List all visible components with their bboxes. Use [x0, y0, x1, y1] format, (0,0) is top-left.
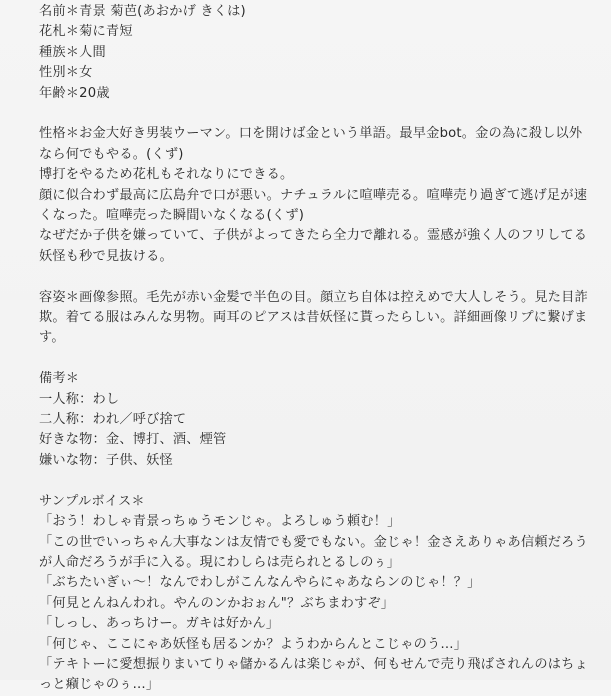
profile-document [39, 0, 599, 696]
card-line: 花札＊菊に青短 [39, 24, 133, 40]
personality-paragraph-3: 顔に似合わず最高に広島弁で口が悪い。ナチュラルに喧嘩売る。喧嘩売り過ぎて逃げ足が速くなった。喧嘩売った瞬間いなくなる(くず) [39, 187, 588, 224]
name-line: 名前＊青景 菊芭(あおかげ きくは) [39, 4, 246, 19]
likes-line: 好きな物：金、博打、酒、煙管 [39, 432, 227, 448]
voice-line: 「おう！わしゃ青景っちゅうモンじゃ。よろしゅう頼む！」 [39, 514, 401, 530]
voice-line: 「ぶちたいぎぃ〜！なんでわしがこんなんやらにゃあならンのじゃ！？」 [39, 575, 481, 591]
voice-line: 「何見とんねんわれ。やんのンかおぉん"？ぶちまわすぞ」 [39, 595, 395, 611]
voice-line: 「何じゃ、ここにゃあ妖怪も居るンか？ようわからんとこじゃのう…」 [39, 636, 468, 652]
appearance-paragraph: 容姿＊画像参照。毛先が赤い金髪で半色の目。顔立ち自体は控えめで大人しそう。見た目詐欺。着てる服はみんな男物。両耳のピアスは昔妖怪に貰ったらしい。詳細画像リプに繋げます。 [39, 289, 588, 346]
second-person-line: 二人称：われ／呼び捨て [39, 412, 187, 428]
race-line: 種族＊人間 [39, 44, 106, 60]
personality-paragraph-1: 性格＊お金大好き男装ウーマン。口を開けば金という単語。最早金bot。金の為に殺し以外なら何でもやる。(くず) [39, 126, 583, 162]
age-line: 年齢＊20歳 [39, 85, 110, 101]
sample-voice-heading: サンプルボイス＊ [39, 493, 145, 509]
first-person-line: 一人称：わし [39, 391, 120, 407]
personality-paragraph-4: なぜだか子供を嫌っていて、子供がよってきたら全力で離れる。霊感が強く人のフリしてる妖怪も秒で見抜ける。 [39, 228, 588, 264]
voice-line: 「しっし、あっちけー。ガキは好かん」 [39, 616, 280, 632]
voice-line: 「この世でいっちゃん大事なンは友情でも愛でもない。金じゃ！金さえありゃあ信頼だろうが人命だろうが手に入る。現にわしらは売られとるしのぅ」 [39, 534, 588, 570]
dislikes-line: 嫌いな物：子供、妖怪 [39, 452, 173, 468]
personality-paragraph-2: 博打をやるため花札もそれなりにできる。 [39, 167, 294, 183]
voice-line: 「テキトーに愛想振りまいてりゃ儲かるんは楽じゃが、何もせんで売り飛ばされんのはちょっと癪じゃのぅ…」 [39, 656, 588, 693]
sex-line: 性別＊女 [39, 65, 93, 81]
notes-heading: 備考＊ [39, 371, 80, 387]
